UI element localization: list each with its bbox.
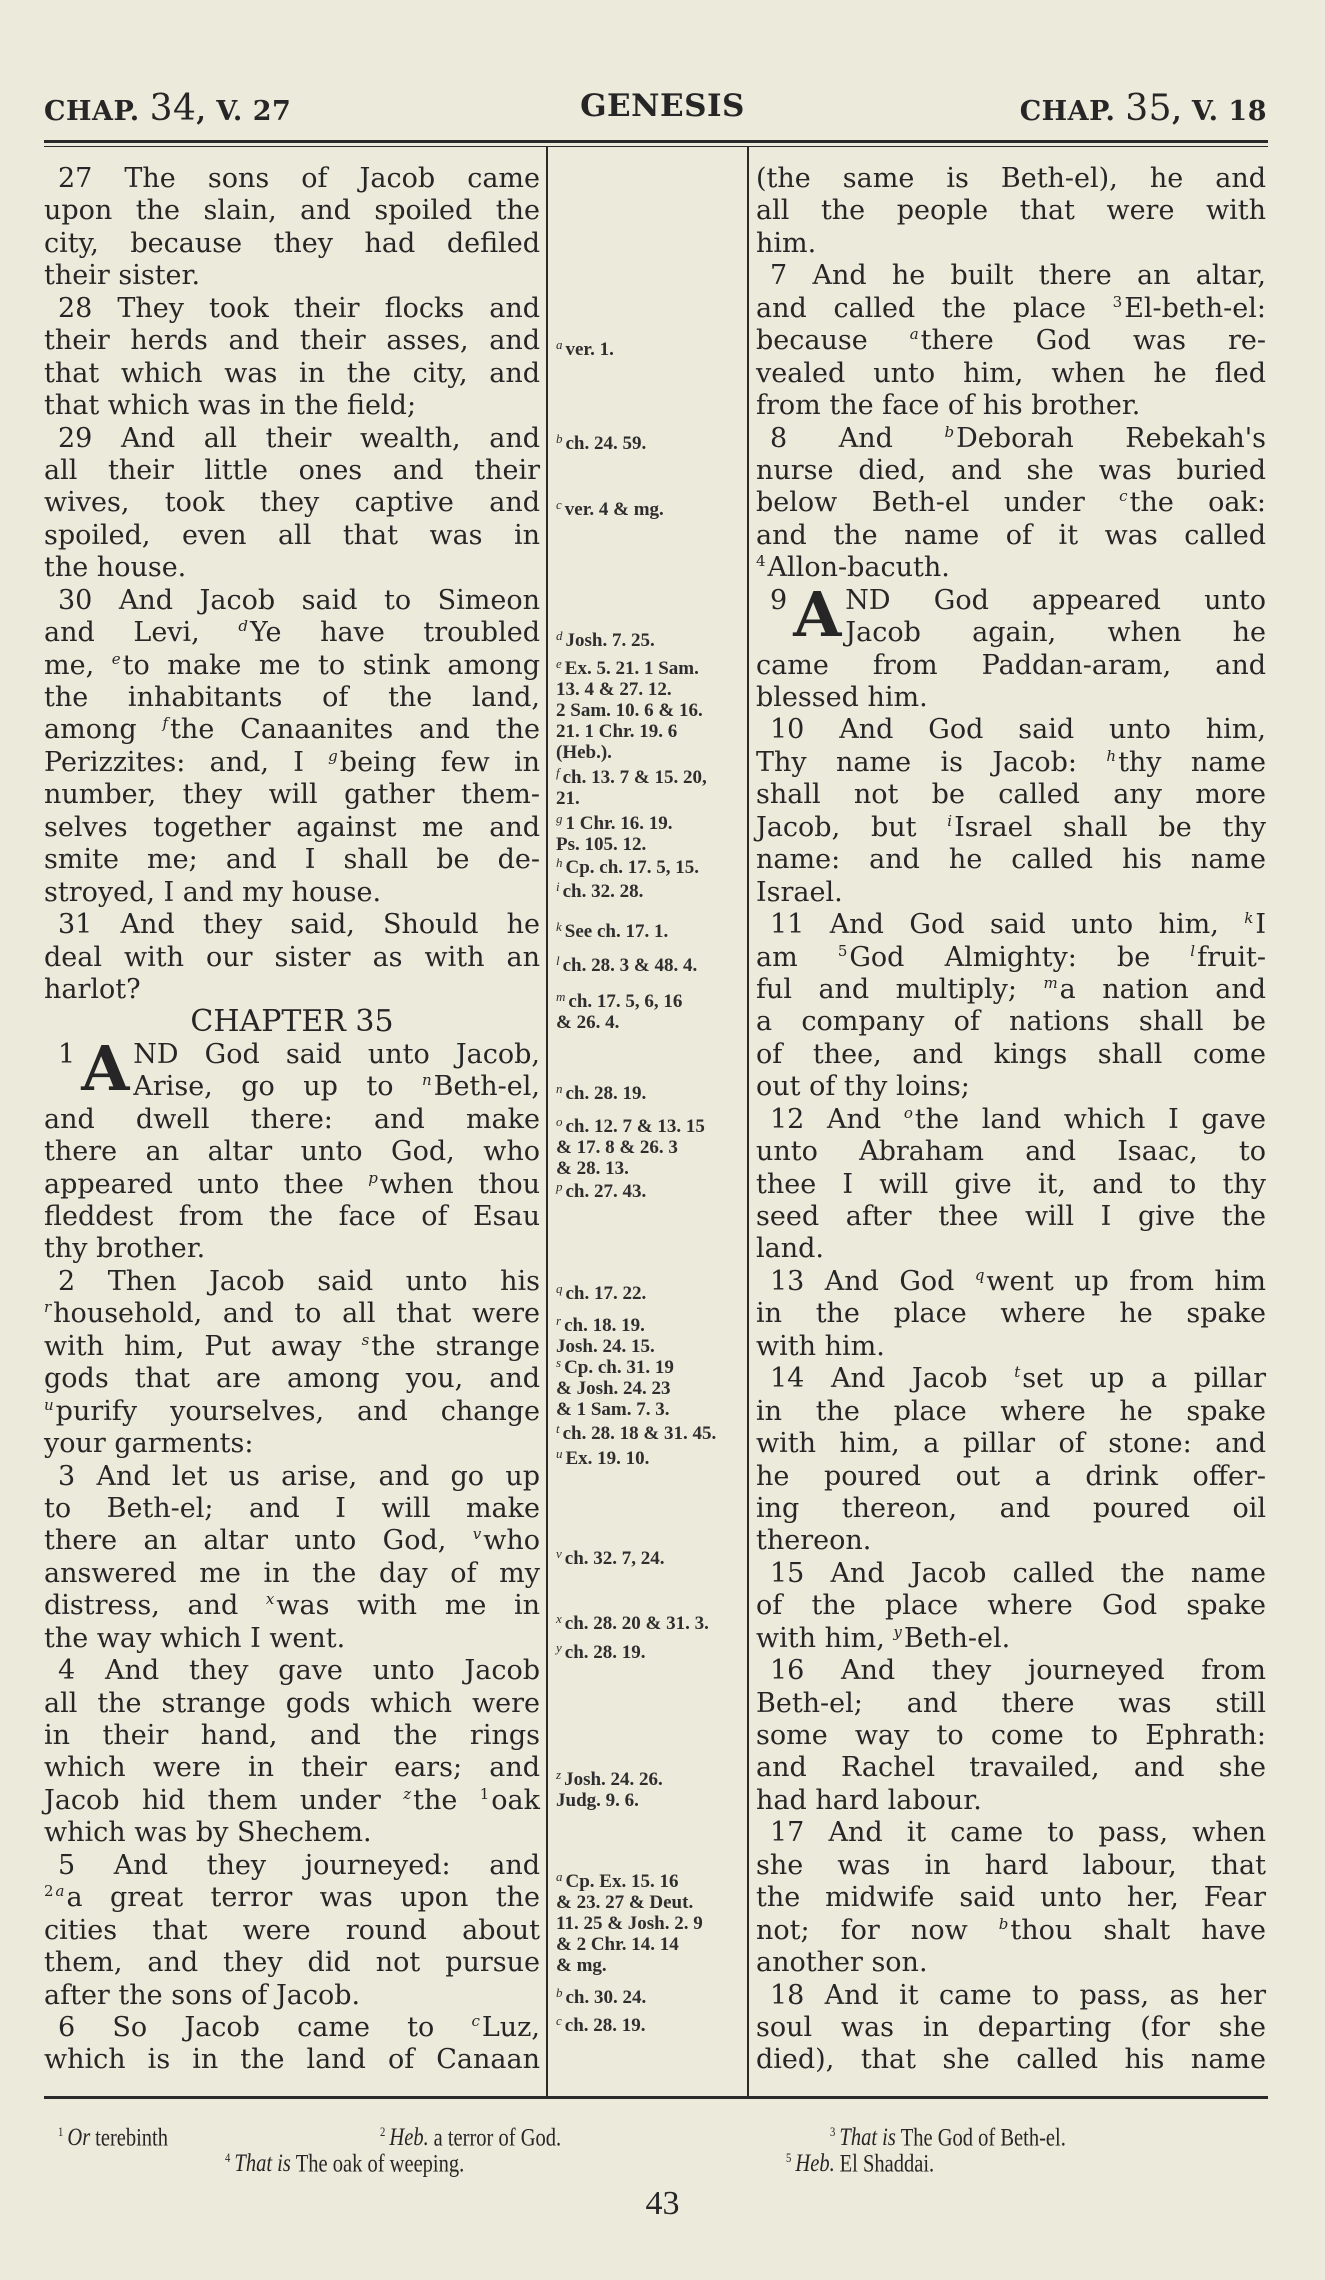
cross-reference <box>556 950 746 976</box>
reference-mark: p <box>368 1168 378 1187</box>
ref-mark: a <box>556 337 563 352</box>
cross-reference <box>556 876 746 902</box>
header-rule-thin <box>44 146 1268 147</box>
text-line: ful and multiply; $^m$a nation and <box>756 973 1266 1005</box>
text-line: 16 And they journeyed from <box>770 1655 1266 1687</box>
chap-label: CHAP. <box>1019 96 1116 127</box>
reference-mark: c <box>471 2011 480 2030</box>
reference-mark: t <box>1014 1363 1021 1382</box>
ref-text: Josh. 7. 25. <box>565 630 655 651</box>
page-number: 43 <box>645 2185 680 2222</box>
text-line: 10 And God said unto him, <box>770 714 1266 746</box>
text-line: 3 And let us arise, and go up <box>58 1460 540 1492</box>
ref-text: ch. 28. 19. <box>564 1642 646 1663</box>
text-line: out of thy loins; <box>756 1071 970 1103</box>
cross-reference <box>556 1443 746 1469</box>
text-line: 29 And all their wealth, and <box>58 422 540 454</box>
text-line: city, because they had defiled <box>44 227 540 259</box>
cross-reference <box>556 852 746 878</box>
ref-text: ch. 28. 19. <box>565 1083 647 1104</box>
cross-reference <box>556 986 746 1033</box>
cross-reference <box>556 1866 746 1976</box>
text-line: Perizzites: and, I $^g$being few in <box>44 746 540 778</box>
running-head-right <box>1020 88 1267 129</box>
cross-reference <box>556 428 746 454</box>
footnote-number: 3 <box>830 2124 836 2139</box>
ref-mark: i <box>556 879 560 894</box>
reference-mark: a <box>909 325 919 344</box>
text-line: blessed him. <box>756 682 928 713</box>
text-line: below Beth-el under $^c$the oak: <box>756 487 1266 519</box>
text-line: 18 And it came to pass, as her <box>770 1979 1266 2011</box>
reference-mark: u <box>44 1395 54 1414</box>
text-line: among $^f$the Canaanites and the <box>44 714 540 746</box>
text-line: $^4$Allon-bacuth. <box>756 552 950 584</box>
text-line: selves together against me and <box>44 811 540 843</box>
footnote-number: 1 <box>58 2124 64 2139</box>
text-line: harlot? <box>44 973 141 1005</box>
text-line: wives, took they captive and <box>44 487 540 519</box>
footer-rule <box>44 2096 1268 2099</box>
reference-mark: m <box>1043 973 1058 992</box>
text-line: Jacob again, when he <box>845 617 1266 649</box>
footnote-mark: 5 <box>837 941 848 960</box>
text-line: 11 And God said unto him, $^k$I <box>770 909 1266 941</box>
cross-reference <box>556 1352 746 1420</box>
verse-number: , V. 18 <box>1172 96 1267 127</box>
ref-text: ch. 28. 3 & 48. 4. <box>562 955 698 976</box>
footnote <box>786 2150 934 2178</box>
cross-reference <box>556 334 746 360</box>
footnote-mark: 3 <box>1112 292 1123 311</box>
reference-mark: e <box>111 649 121 668</box>
footnote-mark: 4 <box>756 552 766 571</box>
text-line: 31 And they said, Should he <box>58 909 540 941</box>
text-line: in the place where he spake <box>756 1395 1266 1427</box>
text-line: he poured out a drink offer- <box>756 1460 1266 1492</box>
cross-reference <box>556 1608 746 1634</box>
ref-mark: k <box>556 919 562 934</box>
text-line: 4 And they gave unto Jacob <box>58 1655 540 1687</box>
cross-reference <box>556 1078 746 1104</box>
ref-text: ch. 28. 19. <box>564 2015 646 2036</box>
text-line: which is in the land of Canaan <box>44 2044 540 2076</box>
text-line: ing thereon, and poured oil <box>756 1492 1266 1524</box>
reference-mark: v <box>472 1525 482 1544</box>
footnote <box>830 2124 1066 2152</box>
footnote-number: 4 <box>225 2150 231 2165</box>
text-line: that which was in the city, and <box>44 357 540 389</box>
text-line: with him, a pillar of stone: and <box>756 1428 1266 1460</box>
text-line: the house. <box>44 552 187 584</box>
text-line: thy brother. <box>44 1233 206 1265</box>
text-line: vealed unto him, when he fled <box>756 357 1266 389</box>
text-line: to Beth-el; and I will make <box>44 1492 540 1524</box>
cross-reference <box>556 1310 746 1357</box>
ref-text: ch. 24. 59. <box>565 433 647 454</box>
ref-mark: z <box>556 1767 562 1782</box>
text-line: of thee, and kings shall come <box>756 1038 1266 1070</box>
text-line: $^u$purify yourselves, and change <box>44 1395 540 1427</box>
chapter-heading: CHAPTER 35 <box>190 1004 394 1040</box>
reference-mark: h <box>1106 746 1117 765</box>
text-line: nurse died, and she was buried <box>756 454 1266 486</box>
cross-reference <box>556 1543 746 1569</box>
reference-mark: b <box>944 422 955 441</box>
ref-mark: b <box>556 1985 563 2000</box>
text-line: Israel. <box>756 876 843 908</box>
ref-text: Cp. ch. 31. 19 & Josh. 24. 23 & 1 Sam. 7. 3. <box>556 1357 674 1420</box>
text-line: with him, Put away $^s$the strange <box>44 1330 540 1362</box>
text-line: all the strange gods which were <box>44 1687 540 1719</box>
footnote-text: a terror of God. <box>433 2124 562 2152</box>
header-rule <box>44 140 1268 143</box>
text-line: land. <box>756 1233 824 1265</box>
ref-text: ch. 17. 22. <box>565 1283 647 1304</box>
text-line: am $^5$God Almighty: be $^l$fruit- <box>756 941 1266 973</box>
ref-text: ch. 32. 7, 24. <box>564 1548 665 1569</box>
footnote-mark: 1 <box>479 1784 490 1803</box>
ref-mark: h <box>556 855 563 870</box>
text-line: fleddest from the face of Esau <box>44 1201 540 1232</box>
ref-text: ver. 4 & mg. <box>564 499 664 520</box>
text-line: 9 A ND God appeared unto <box>770 577 1266 651</box>
text-line: distress, and $^x$was with me in <box>44 1590 540 1622</box>
text-line: upon the slain, and spoiled the <box>44 195 540 227</box>
ref-text: ch. 28. 20 & 31. 3. <box>564 1613 709 1634</box>
reference-mark: c <box>1119 487 1128 506</box>
reference-mark: d <box>238 617 248 636</box>
text-line: unto Abraham and Isaac, to <box>756 1136 1266 1168</box>
ref-mark: u <box>556 1446 563 1461</box>
ref-text: ch. 27. 43. <box>565 1181 647 1202</box>
ref-text: Cp. ch. 17. 5, 15. <box>565 857 700 878</box>
text-line: your garments: <box>44 1428 254 1460</box>
text-line: stroyed, I and my house. <box>44 876 382 908</box>
text-line: 1 A ND God said unto Jacob, <box>58 1031 540 1105</box>
ref-text: See ch. 17. 1. <box>564 921 669 942</box>
ref-mark: n <box>556 1081 563 1096</box>
cross-reference <box>556 1418 746 1444</box>
footnote-label: That is <box>839 2124 896 2152</box>
reference-mark: x <box>265 1590 275 1609</box>
text-line: me, $^e$to make me to stink among <box>44 649 540 681</box>
text-line: Arise, go up to $^n$Beth-el, <box>133 1071 540 1103</box>
text-line: $^2$ $^a$a great terror was upon the <box>44 1882 540 1914</box>
text-line: with him. <box>756 1330 885 1362</box>
ref-text: ch. 28. 18 & 31. 45. <box>562 1423 717 1444</box>
cross-reference <box>556 1982 746 2008</box>
reference-mark: r <box>44 1298 52 1317</box>
ref-text: ch. 12. 7 & 13. 15 & 17. 8 & 26. 3 & 28. 13. <box>556 1116 705 1179</box>
footnote-text: El Shaddai. <box>839 2150 935 2178</box>
footnote <box>58 2124 168 2152</box>
text-line: there an altar unto God, $^v$who <box>44 1525 540 1557</box>
cross-reference <box>556 1111 746 1179</box>
text-line: all the people that were with <box>756 195 1266 227</box>
text-line: smite me; and I shall be de- <box>44 844 540 876</box>
text-line: which were in their ears; and <box>44 1752 540 1784</box>
ref-mark: v <box>556 1546 562 1561</box>
cross-reference <box>556 2010 746 2036</box>
text-line: in the place where he spake <box>756 1298 1266 1330</box>
text-line: came from Paddan-aram, and <box>756 649 1266 681</box>
text-line: Beth-el; and there was still <box>756 1687 1266 1719</box>
text-line: their herds and their asses, and <box>44 325 540 357</box>
ref-mark: r <box>556 1313 562 1328</box>
ref-text: ch. 17. 5, 6, 16 & 26. 4. <box>556 991 683 1033</box>
ref-mark: m <box>556 989 566 1004</box>
text-line: 13 And God $^q$went up from him <box>770 1265 1266 1297</box>
footnote-text: terebinth <box>95 2124 169 2152</box>
text-line: there an altar unto God, who <box>44 1136 540 1168</box>
cross-reference <box>556 1278 746 1304</box>
footnote-label: Heb. <box>795 2150 835 2178</box>
text-line: that which was in the field; <box>44 390 417 422</box>
text-line: appeared unto thee $^p$when thou <box>44 1168 540 1200</box>
chap-label: CHAP. <box>44 96 140 127</box>
ref-mark: d <box>556 628 563 643</box>
text-line: them, and they did not pursue <box>44 1947 540 1979</box>
cross-reference <box>556 1637 746 1663</box>
footnote <box>380 2124 561 2152</box>
reference-mark: a <box>55 1882 65 1901</box>
ref-text: Ex. 5. 21. 1 Sam. 13. 4 & 27. 12. 2 Sam. 10. 6 & 16. 21. 1 Chr. 19. 6 (Heb.). <box>556 658 703 763</box>
footnote-label: Or <box>67 2124 91 2152</box>
footnote-text: The oak of weeping. <box>295 2150 465 2178</box>
text-line: 28 They took their flocks and <box>58 292 540 324</box>
text-line: and dwell there: and make <box>44 1103 540 1135</box>
ref-text: 1 Chr. 16. 19. Ps. 105. 12. <box>556 813 673 855</box>
text-line: the way which I went. <box>44 1622 346 1654</box>
text-line: of the place where God spake <box>756 1590 1266 1622</box>
text-line: 30 And Jacob said to Simeon <box>58 584 540 616</box>
text-line: another son. <box>756 1947 928 1979</box>
text-line: soul was in departing (for she <box>756 2011 1266 2043</box>
reference-mark: z <box>403 1784 412 1803</box>
text-line: in their hand, and the rings <box>44 1720 540 1751</box>
text-line: which was by Shechem. <box>44 1817 372 1849</box>
reference-mark: f <box>162 714 169 733</box>
ref-mark: x <box>556 1611 562 1626</box>
ref-mark: c <box>556 2013 562 2028</box>
reference-mark: k <box>1244 909 1254 928</box>
text-line: cities that were round about <box>44 1914 540 1946</box>
text-line: gods that are among you, and <box>44 1363 540 1395</box>
reference-mark: y <box>893 1622 902 1641</box>
text-line: 8 And $^b$Deborah Rebekah's <box>770 422 1267 454</box>
cross-reference <box>556 808 746 855</box>
ref-text: ch. 32. 28. <box>562 881 644 902</box>
text-line: 7 And he built there an altar, <box>770 260 1266 292</box>
text-line: 17 And it came to pass, when <box>770 1817 1266 1849</box>
ref-mark: g <box>556 811 563 826</box>
text-line: seed after thee will I give the <box>756 1201 1266 1232</box>
text-column-right <box>756 163 1266 2077</box>
text-line: (the same is Beth-el), he and <box>756 163 1266 194</box>
text-line: Jacob hid them under $^z$the $^1$oak <box>44 1784 540 1816</box>
text-line: had hard labour. <box>756 1784 982 1816</box>
text-line: all their little ones and their <box>44 454 540 486</box>
text-line: shall not be called any more <box>756 779 1266 811</box>
ref-mark: y <box>556 1640 562 1655</box>
cross-reference <box>556 494 746 520</box>
footnote-number: 5 <box>786 2150 792 2165</box>
cross-reference <box>556 1176 746 1202</box>
column-divider-right <box>747 146 749 2096</box>
text-line: and Rachel travailed, and she <box>756 1752 1266 1784</box>
text-line: she was in hard labour, that <box>756 1849 1266 1881</box>
text-line: thee I will give it, and to thy <box>756 1168 1266 1200</box>
ref-text: Cp. Ex. 15. 16 & 23. 27 & Deut. 11. 25 & Josh. 2. 9 & 2 Chr. 14. 14 & mg. <box>556 1871 703 1976</box>
chapter-number: 35 <box>1125 88 1173 129</box>
drop-cap: A <box>793 577 842 651</box>
text-line: Jacob, but $^i$Israel shall be thy <box>756 811 1266 843</box>
text-line: 2 Then Jacob said unto his <box>58 1265 540 1297</box>
text-line: their sister. <box>44 260 201 292</box>
verse-number: , V. 27 <box>196 96 292 127</box>
column-divider-left <box>546 146 548 2096</box>
ref-text: ch. 30. 24. <box>565 1987 647 2008</box>
text-line: because $^a$there God was re- <box>756 325 1266 357</box>
text-line: name: and he called his name <box>756 844 1266 876</box>
ref-mark: l <box>556 953 560 968</box>
verse-number: 1 <box>58 1038 76 1070</box>
text-line: deal with our sister as with an <box>44 941 540 973</box>
text-line: died), that she called his name <box>756 2044 1266 2076</box>
drop-cap: A <box>81 1031 130 1105</box>
reference-mark: o <box>903 1103 913 1122</box>
reference-mark: s <box>361 1330 370 1349</box>
reference-mark: i <box>947 811 953 830</box>
footnote-label: That is <box>234 2150 291 2178</box>
text-line: 14 And Jacob $^t$set up a pillar <box>770 1363 1266 1395</box>
ref-mark: s <box>556 1355 562 1370</box>
text-line: thereon. <box>756 1525 872 1557</box>
text-line: and Levi, $^d$Ye have troubled <box>44 617 540 649</box>
text-line: Thy name is Jacob: $^h$thy name <box>756 746 1266 778</box>
footnote-mark: 2 <box>44 1882 54 1901</box>
text-line: and the name of it was called <box>756 519 1266 551</box>
text-line: and called the place $^3$El-beth-el: <box>756 292 1266 324</box>
text-line: 6 So Jacob came to $^c$Luz, <box>58 2011 540 2043</box>
cross-reference <box>556 653 746 763</box>
text-line: $^r$household, and to all that were <box>44 1298 540 1330</box>
footnote-text: The God of Beth-el. <box>900 2124 1066 2152</box>
ref-mark: q <box>556 1281 563 1296</box>
text-line: from the face of his brother. <box>756 390 1141 422</box>
text-line: a company of nations shall be <box>756 1006 1266 1038</box>
ref-mark: p <box>556 1179 563 1194</box>
verse-number: 9 <box>770 584 788 616</box>
text-line: after the sons of Jacob. <box>44 1979 361 2011</box>
ref-text: Ex. 19. 10. <box>565 1448 650 1469</box>
text-line: the midwife said unto her, Fear <box>756 1882 1266 1914</box>
cross-reference <box>556 762 746 809</box>
text-line: 15 And Jacob called the name <box>770 1557 1266 1589</box>
text-line: the inhabitants of the land, <box>44 682 540 713</box>
text-line: 27 The sons of Jacob came <box>58 163 540 194</box>
text-line: spoiled, even all that was in <box>44 519 540 551</box>
ref-mark: b <box>556 431 563 446</box>
text-line: him. <box>756 227 817 259</box>
cross-reference <box>556 1764 746 1811</box>
text-line: number, they will gather them- <box>44 779 540 811</box>
text-line: with him, $^y$Beth-el. <box>756 1622 1011 1654</box>
reference-mark: b <box>998 1914 1009 1933</box>
cross-reference <box>556 625 746 651</box>
footnote-number: 2 <box>380 2124 386 2139</box>
footnote-label: Heb. <box>389 2124 429 2152</box>
reference-mark: n <box>421 1071 432 1090</box>
chapter-number: 34 <box>149 88 197 129</box>
text-line: 12 And $^o$the land which I gave <box>770 1103 1266 1135</box>
reference-mark: q <box>974 1265 985 1284</box>
cross-reference <box>556 916 746 942</box>
text-line: 5 And they journeyed: and <box>58 1849 540 1881</box>
ref-text: Josh. 24. 26. Judg. 9. 6. <box>556 1769 663 1811</box>
text-line: not; for now $^b$thou shalt have <box>756 1914 1266 1946</box>
reference-mark: l <box>1190 941 1196 960</box>
reference-mark: g <box>328 746 338 765</box>
ref-mark: t <box>556 1421 560 1436</box>
ref-mark: f <box>556 765 560 780</box>
ref-text: ver. 1. <box>565 339 614 360</box>
footnote <box>225 2150 464 2178</box>
ref-text: ch. 13. 7 & 15. 20, 21. <box>556 767 707 809</box>
text-column-left <box>44 163 540 2077</box>
text-line: some way to come to Ephrath: <box>756 1720 1266 1751</box>
ref-mark: e <box>556 656 562 671</box>
ref-mark: c <box>556 497 562 512</box>
ref-mark: o <box>556 1114 563 1129</box>
book-title: GENESIS <box>580 88 745 124</box>
text-line: answered me in the day of my <box>44 1557 540 1589</box>
ref-mark: a <box>556 1869 563 1884</box>
ref-text: ch. 18. 19. Josh. 24. 15. <box>556 1315 655 1357</box>
